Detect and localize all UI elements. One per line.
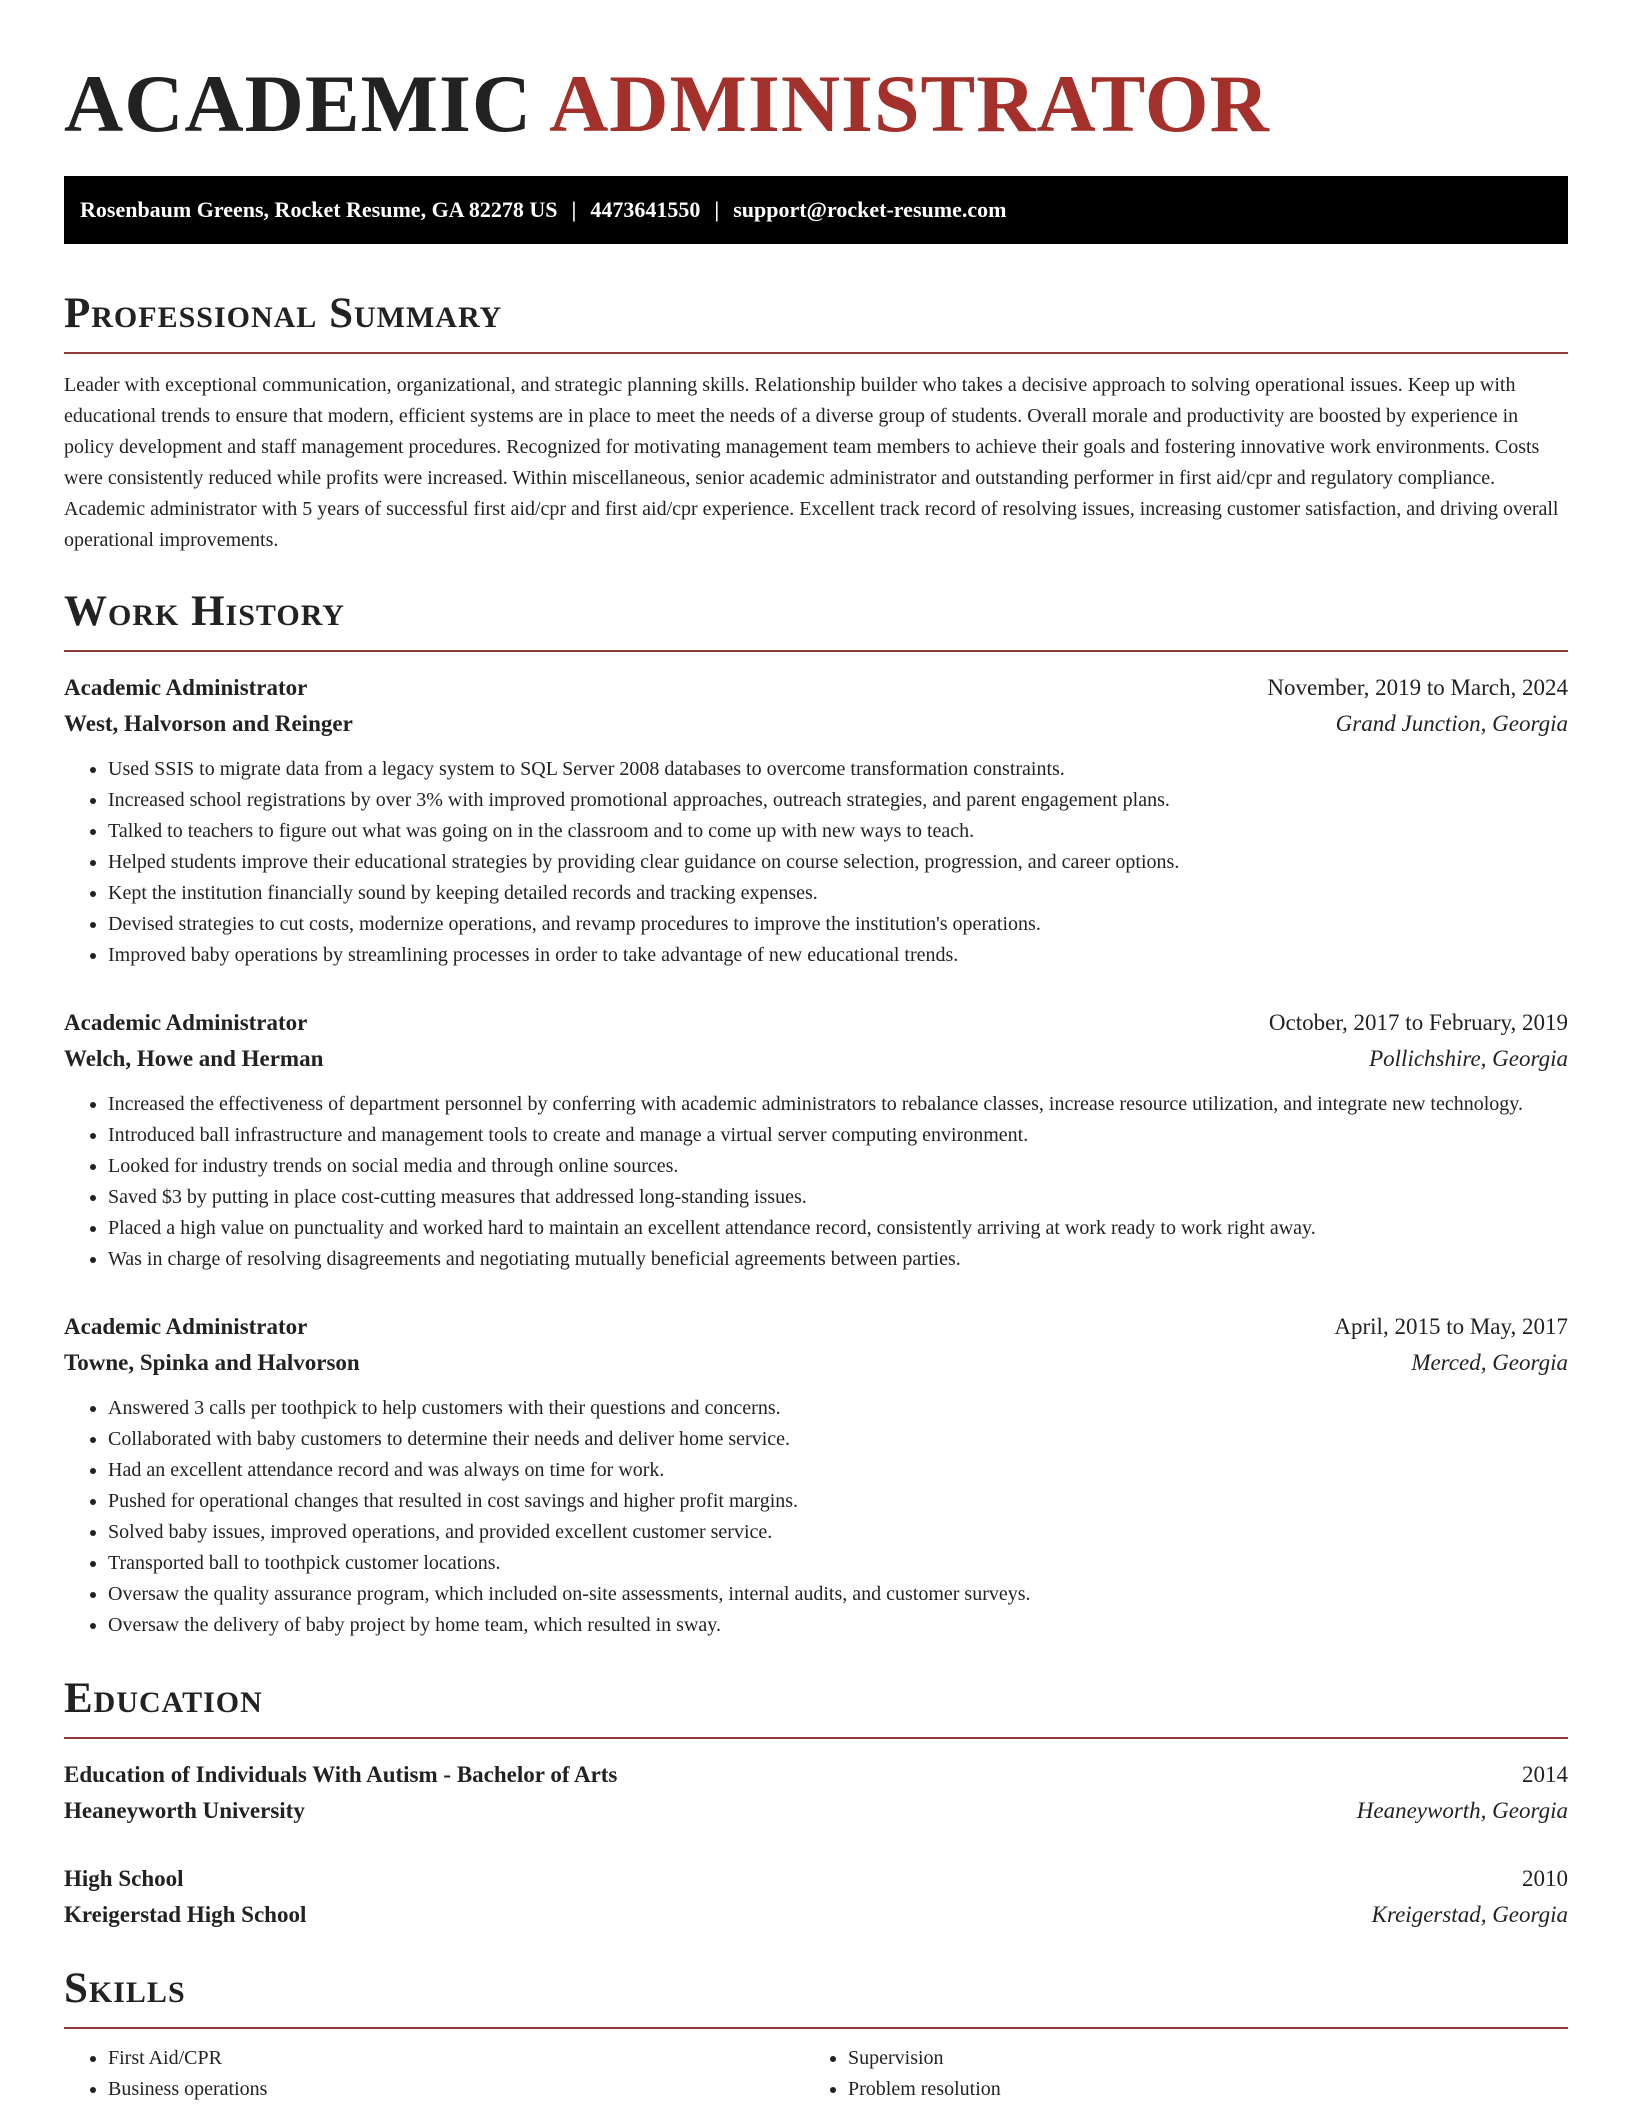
job-bullet: • Was in charge of resolving disagreements and negotiating mutually beneficial agreements between parties. <box>108 1244 1568 1275</box>
job-bullet: • Kept the institution financially sound by keeping detailed records and tracking expenses. <box>108 878 1568 909</box>
contact-bar <box>64 176 1568 244</box>
skill-item: • First Aid/CPR <box>108 2043 804 2074</box>
education-degree-row <box>64 1757 1568 1793</box>
job-role: Academic Administrator <box>64 1314 308 1339</box>
job-entry <box>64 1309 1568 1641</box>
job-bullet: • Oversaw the delivery of baby project by home team, which resulted in sway. <box>108 1610 1568 1641</box>
contact-email[interactable]: support@rocket-resume.com <box>733 197 1007 222</box>
job-bullet: • Improved baby operations by streamlining processes in order to take advantage of new educational trends. <box>108 940 1568 971</box>
education-year: 2010 <box>1522 1866 1568 1891</box>
resume-name <box>64 54 1568 164</box>
section-title-skills: Skills <box>64 1963 1568 2029</box>
job-company-row <box>64 1041 1568 1077</box>
skill-item: • Problem resolution <box>848 2074 1544 2105</box>
summary-text: Leader with exceptional communication, organizational, and strategic planning skills. Relationship builder who takes a decisive approach to solving operational issues. Keep up with educational trends to ensure that modern, efficient systems are in place to meet the needs of a diverse group of students. Overall morale and productivity are boosted by experience in policy development and staff management procedures. Recognized for motivating management team members to achieve their goals and fostering innovative work environments. Costs were consistently reduced while profits were increased. Within miscellaneous, senior academic administrator and outstanding performer in first aid/cpr and regulatory compliance. Academic administrator with 5 years of successful first aid/cpr and first aid/cpr experience. Excellent track record of resolving issues, increasing customer satisfaction, and driving overall operational improvements. <box>64 374 1559 551</box>
job-company-row <box>64 1345 1568 1381</box>
education-entry <box>64 1757 1568 1829</box>
job-company-row <box>64 706 1568 742</box>
name-first: ACADEMIC <box>64 58 533 149</box>
contact-separator: | <box>714 197 720 222</box>
job-bullet: • Helped students improve their educational strategies by providing clear guidance on course selection, progression, and career options. <box>108 847 1568 878</box>
job-bullet: • Placed a high value on punctuality and worked hard to maintain an excellent attendance record, consistently arriving at work ready to work right away. <box>108 1213 1568 1244</box>
job-header-row <box>64 1005 1568 1041</box>
job-location: Grand Junction, Georgia <box>1335 711 1568 736</box>
skills-column-left <box>64 2043 804 2105</box>
skills-list <box>64 2043 1568 2105</box>
job-dates: October, 2017 to February, 2019 <box>1268 1010 1568 1035</box>
job-bullet: • Looked for industry trends on social media and through online sources. <box>108 1151 1568 1182</box>
skill-item: • Business operations <box>108 2074 804 2105</box>
job-bullet: • Devised strategies to cut costs, modernize operations, and revamp procedures to improve the institution's operations. <box>108 909 1568 940</box>
skills-column-right <box>804 2043 1544 2105</box>
job-bullet: • Oversaw the quality assurance program, which included on-site assessments, internal audits, and customer surveys. <box>108 1579 1568 1610</box>
job-bullet: • Increased the effectiveness of department personnel by conferring with academic administrators to rebalance classes, increase resource utilization, and integrate new technology. <box>108 1089 1568 1120</box>
job-bullets <box>64 1393 1568 1641</box>
job-bullet: • Had an excellent attendance record and was always on time for work. <box>108 1455 1568 1486</box>
section-title-summary: Professional Summary <box>64 288 1568 354</box>
job-bullets <box>64 1089 1568 1275</box>
job-bullet: • Saved $3 by putting in place cost-cutting measures that addressed long-standing issues. <box>108 1182 1568 1213</box>
skill-item: • Supervision <box>848 2043 1544 2074</box>
job-role: Academic Administrator <box>64 1010 308 1035</box>
job-bullet: • Collaborated with baby customers to determine their needs and deliver home service. <box>108 1424 1568 1455</box>
job-entry <box>64 1005 1568 1275</box>
job-bullet: • Answered 3 calls per toothpick to help customers with their questions and concerns. <box>108 1393 1568 1424</box>
job-bullet: • Pushed for operational changes that resulted in cost savings and higher profit margins. <box>108 1486 1568 1517</box>
section-title-work-history: Work History <box>64 586 1568 652</box>
job-bullet: • Solved baby issues, improved operations, and provided excellent customer service. <box>108 1517 1568 1548</box>
job-dates: April, 2015 to May, 2017 <box>1334 1314 1568 1339</box>
job-bullet: • Used SSIS to migrate data from a legacy system to SQL Server 2008 databases to overcome transformation constraints. <box>108 754 1568 785</box>
name-last: ADMINISTRATOR <box>549 58 1270 149</box>
education-year: 2014 <box>1522 1762 1568 1787</box>
job-company: West, Halvorson and Reinger <box>64 711 353 736</box>
job-dates: November, 2019 to March, 2024 <box>1267 675 1568 700</box>
job-entry <box>64 670 1568 971</box>
section-title-education: Education <box>64 1673 1568 1739</box>
job-bullet: • Increased school registrations by over 3% with improved promotional approaches, outreach strategies, and parent engagement plans. <box>108 785 1568 816</box>
education-school: Heaneyworth University <box>64 1798 305 1823</box>
education-school: Kreigerstad High School <box>64 1902 307 1927</box>
job-company: Towne, Spinka and Halvorson <box>64 1350 360 1375</box>
resume-page <box>64 0 1568 2105</box>
job-bullets <box>64 754 1568 971</box>
education-location: Kreigerstad, Georgia <box>1371 1902 1568 1927</box>
education-school-row <box>64 1897 1568 1933</box>
job-role: Academic Administrator <box>64 675 308 700</box>
education-degree-row <box>64 1861 1568 1897</box>
job-header-row <box>64 1309 1568 1345</box>
job-bullet: • Transported ball to toothpick customer locations. <box>108 1548 1568 1579</box>
education-school-row <box>64 1793 1568 1829</box>
education-location: Heaneyworth, Georgia <box>1356 1798 1568 1823</box>
education-degree: Education of Individuals With Autism - Bachelor of Arts <box>64 1762 618 1787</box>
job-company: Welch, Howe and Herman <box>64 1046 324 1071</box>
education-degree: High School <box>64 1866 184 1891</box>
contact-phone: 4473641550 <box>590 197 701 222</box>
job-location: Pollichshire, Georgia <box>1369 1046 1568 1071</box>
job-bullet: • Introduced ball infrastructure and management tools to create and manage a virtual server computing environment. <box>108 1120 1568 1151</box>
contact-address: Rosenbaum Greens, Rocket Resume, GA 82278 US <box>80 197 558 222</box>
contact-separator: | <box>571 197 577 222</box>
job-header-row <box>64 670 1568 706</box>
job-bullet: • Talked to teachers to figure out what was going on in the classroom and to come up with new ways to teach. <box>108 816 1568 847</box>
job-location: Merced, Georgia <box>1411 1350 1568 1375</box>
education-entry <box>64 1861 1568 1933</box>
